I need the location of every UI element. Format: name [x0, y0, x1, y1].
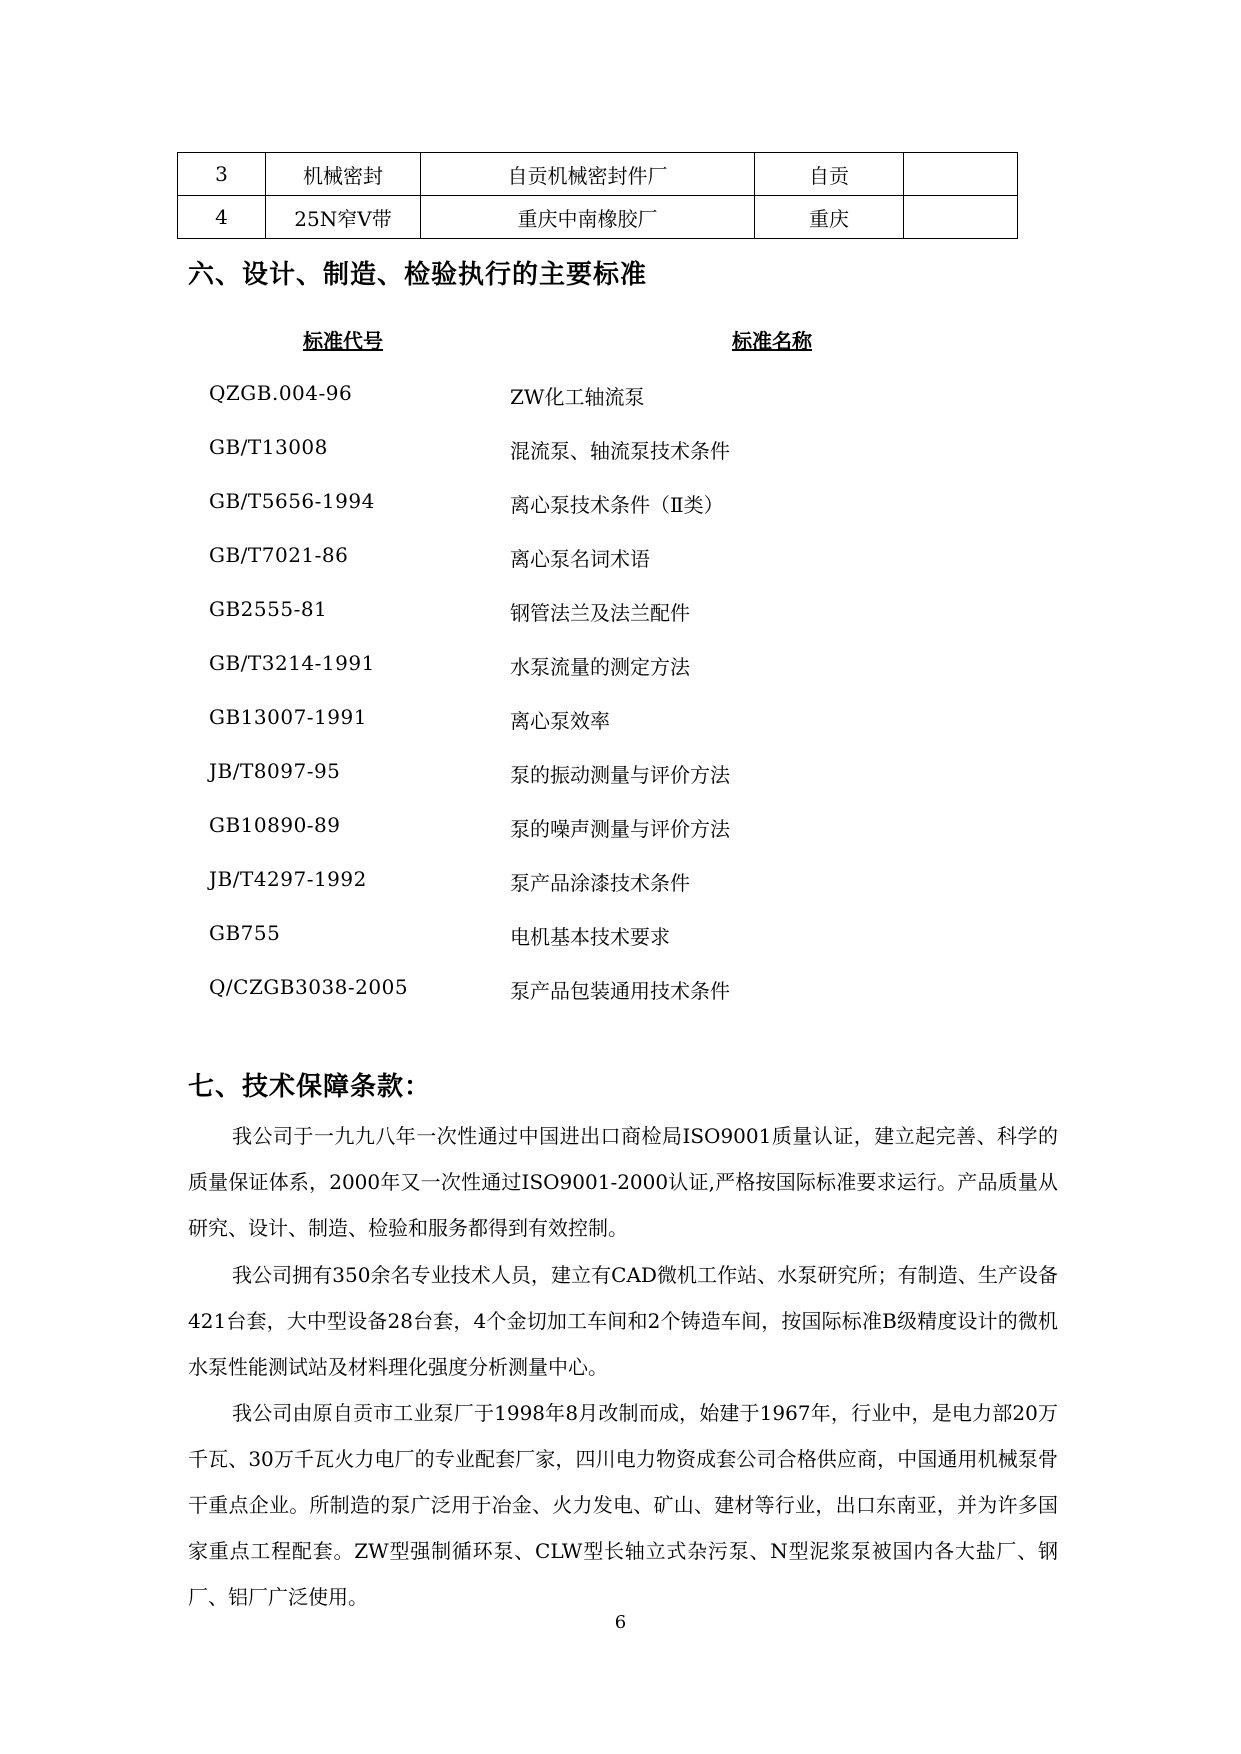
standard-name: 泵产品包装通用技术条件 — [510, 979, 730, 1003]
page-number: 6 — [614, 1612, 627, 1633]
part-name: 机械密封 — [266, 153, 421, 196]
standard-code-header: 标准代号 — [303, 329, 383, 353]
manufacturer: 重庆中南橡胶厂 — [421, 196, 755, 239]
standard-code: GB/T5656-1994 — [209, 489, 375, 513]
section6-heading: 六、设计、制造、检验执行的主要标准 — [188, 260, 648, 290]
standard-code: GB/T13008 — [209, 435, 328, 459]
standard-code: GB13007-1991 — [209, 705, 367, 729]
row-number: 3 — [178, 153, 266, 196]
standard-name: 混流泵、轴流泵技术条件 — [510, 439, 730, 463]
standard-code: JB/T4297-1992 — [209, 867, 367, 891]
standard-code: Q/CZGB3038-2005 — [209, 975, 409, 999]
standard-code: JB/T8097-95 — [209, 759, 341, 783]
standard-name: 离心泵名词术语 — [510, 547, 650, 571]
paragraph-technical-staff: 我公司拥有350余名专业技术人员，建立有CAD微机工作站、水泵研究所；有制造、生产设备421台套，大中型设备28台套，4个金切加工车间和2个铸造车间，按国际标准B级精度设计的微机水泵性能测试站及材料理化强度分析测量中心。 — [188, 1263, 1058, 1379]
standard-name: 泵产品涂漆技术条件 — [510, 871, 690, 895]
standard-code: QZGB.004-96 — [209, 381, 353, 405]
standard-code: GB755 — [209, 921, 281, 945]
remark-cell — [904, 153, 1018, 196]
standard-name: 电机基本技术要求 — [510, 925, 670, 949]
supplier-table — [177, 152, 1018, 239]
section7-heading: 七、技术保障条款： — [188, 1072, 432, 1102]
standard-name: 水泵流量的测定方法 — [510, 655, 690, 679]
manufacturer: 自贡机械密封件厂 — [421, 153, 755, 196]
paragraph-company-history: 我公司由原自贡市工业泵厂于1998年8月改制而成，始建于1967年，行业中，是电力部20万千瓦、30万千瓦火力电厂的专业配套厂家，四川电力物资成套公司合格供应商，中国通用机械泵骨干重点企业。所制造的泵广泛用于冶金、火力发电、矿山、建材等行业，出口东南亚，并为许多国家重点工程配套。ZW型强制循环泵、CLW型长轴立式杂污泵、N型泥浆泵被国内各大盐厂、钢厂、铝厂广泛使用。 — [188, 1401, 1058, 1609]
standard-name: 泵的振动测量与评价方法 — [510, 763, 730, 787]
standard-code: GB/T3214-1991 — [209, 651, 375, 675]
standard-name: 离心泵技术条件（Ⅱ类） — [510, 493, 724, 517]
standard-name: ZW化工轴流泵 — [510, 385, 645, 409]
paragraph-quality-certification: 我公司于一九九八年一次性通过中国进出口商检局ISO9001质量认证，建立起完善、科学的质量保证体系，2000年又一次性通过ISO9001-2000认证,严格按国际标准要求运行。产品质量从研究、设计、制造、检验和服务都得到有效控制。 — [188, 1124, 1058, 1240]
remark-cell — [904, 196, 1018, 239]
standard-name: 泵的噪声测量与评价方法 — [510, 817, 730, 841]
standard-name: 离心泵效率 — [510, 709, 610, 733]
standard-code: GB/T7021-86 — [209, 543, 349, 567]
standard-name-header: 标准名称 — [732, 329, 812, 353]
origin-city: 自贡 — [755, 153, 904, 196]
part-name: 25N窄V带 — [266, 196, 421, 239]
table-row — [178, 153, 1018, 196]
table-row — [178, 196, 1018, 239]
standard-code: GB2555-81 — [209, 597, 328, 621]
origin-city: 重庆 — [755, 196, 904, 239]
standard-name: 钢管法兰及法兰配件 — [510, 601, 690, 625]
standard-code: GB10890-89 — [209, 813, 341, 837]
row-number: 4 — [178, 196, 266, 239]
